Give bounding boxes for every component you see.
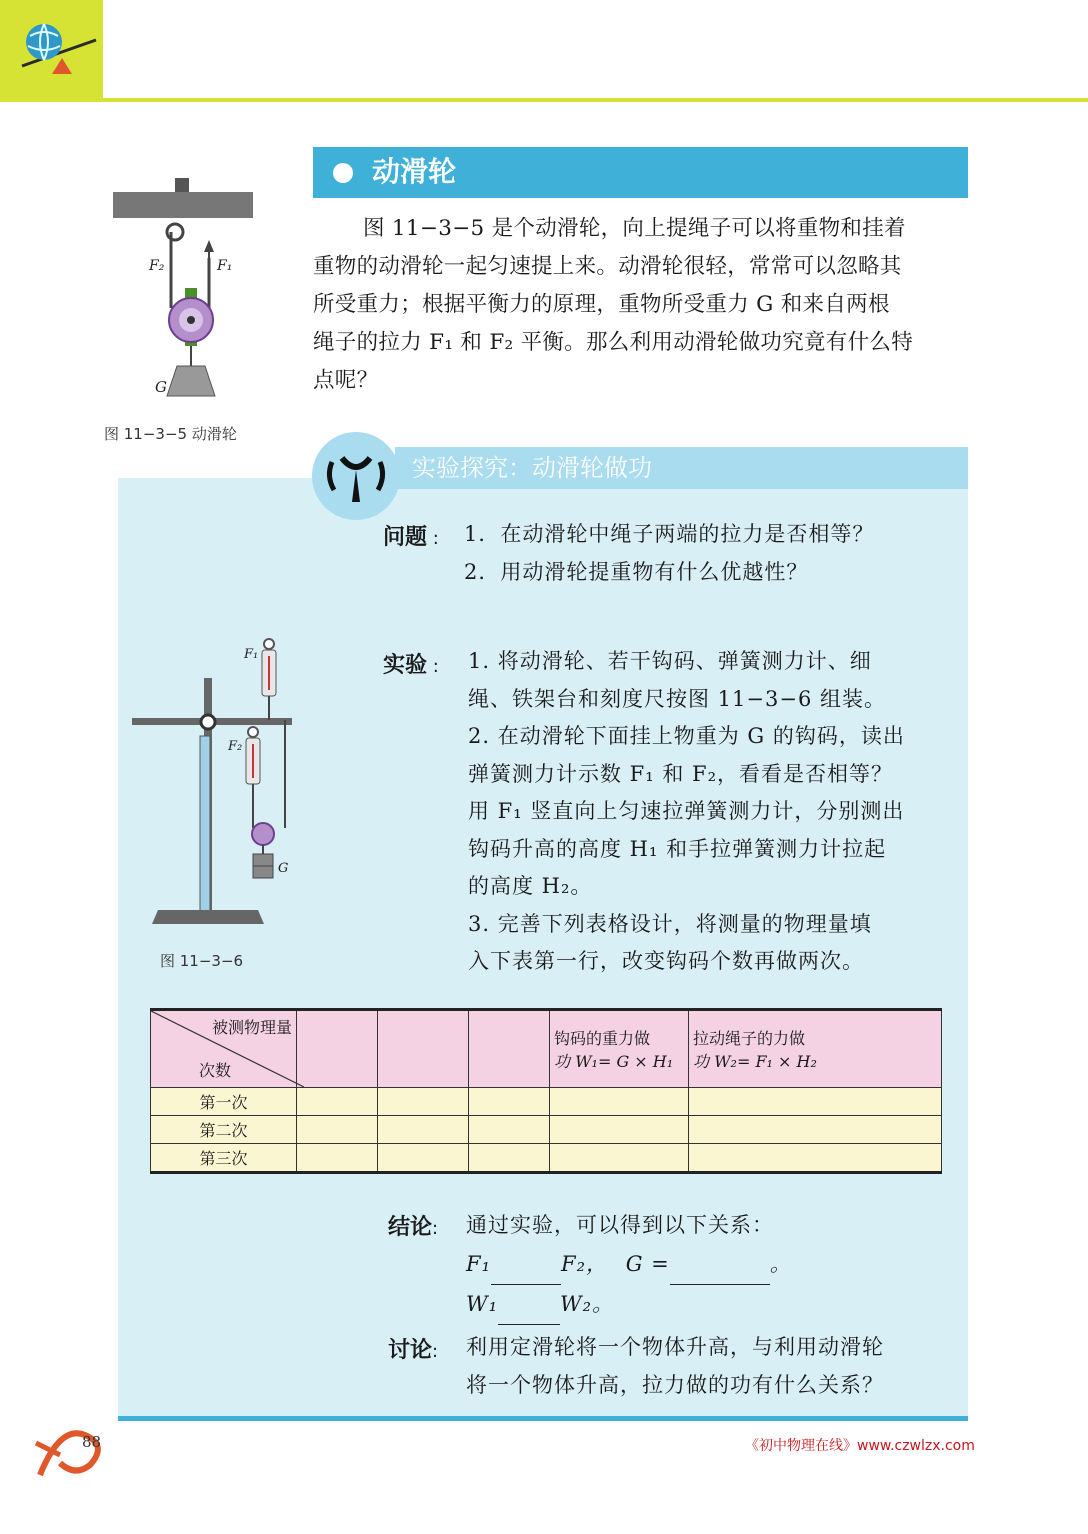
conclusion-label: 结论: (388, 1215, 439, 1240)
table-header-cell (297, 1010, 378, 1088)
intro-line: 所受重力；根据平衡力的原理，重物所受重力 G 和来自两根 (313, 292, 890, 317)
table-row (151, 1144, 942, 1173)
question-label-text: 问题 (383, 525, 428, 550)
relation-w2: W₂。 (560, 1292, 615, 1316)
experiment-title: 实验探究：动滑轮做功 (412, 454, 652, 482)
discussion-line-1: 利用定滑轮将一个物体升高，与利用动滑轮 (466, 1335, 884, 1359)
table-cell (297, 1116, 378, 1144)
table-cell (378, 1088, 469, 1116)
corner-bottom-label: 次数 (199, 1061, 232, 1080)
figure2-caption: 图 11−3−6 (160, 952, 244, 970)
table-cell (550, 1116, 689, 1144)
step-line: 的高度 H₂。 (468, 874, 593, 898)
movable-pulley-figure (105, 170, 275, 410)
header-w1-line1: 钩码的重力做 (554, 1029, 651, 1048)
corner-banner (0, 0, 103, 102)
step-line: 钩码升高的高度 H₁ 和手拉弹簧测力计拉起 (468, 836, 887, 861)
step-line: 3. 完善下列表格设计，将测量的物理量填 (468, 911, 872, 936)
relation-end: 。 (769, 1252, 792, 1276)
bullet-dot (333, 163, 353, 183)
table-row (151, 1116, 942, 1144)
table-cell (469, 1144, 550, 1173)
table-header-cell (469, 1010, 550, 1088)
table-row (151, 1088, 942, 1116)
step-line: 入下表第一行，改变钩码个数再做两次。 (468, 949, 864, 973)
table-cell (297, 1144, 378, 1173)
blank-g[interactable] (670, 1246, 770, 1285)
flask-emblem-icon (312, 432, 400, 520)
blank-w1-w2[interactable] (498, 1286, 560, 1325)
discussion-label-text: 讨论 (388, 1338, 433, 1363)
conclusion-relation-1 (466, 1246, 792, 1285)
header-w2-line2: 功 W₂= F₁ × H₂ (693, 1052, 817, 1071)
step-line: 1. 将动滑轮、若干钩码、弹簧测力计、细 (468, 649, 872, 673)
step-line: 2. 在动滑轮下面挂上物重为 G 的钩码，读出 (468, 724, 905, 748)
table-cell (689, 1116, 942, 1144)
header-rule (103, 98, 1088, 102)
figure1-label-f2: F₂ (149, 258, 165, 274)
figure1-label-f1: F₁ (217, 258, 233, 274)
intro-paragraph (313, 210, 978, 400)
relation-g-eq: G = (625, 1252, 670, 1276)
discussion-line-2: 将一个物体升高，拉力做的功有什么关系？ (466, 1373, 884, 1397)
question-1: 1．在动滑轮中绳子两端的拉力是否相等？ (464, 522, 875, 546)
table-cell (378, 1116, 469, 1144)
header-w1-line2: 功 W₁= G × H₁ (554, 1052, 674, 1071)
section-title: 动滑轮 (372, 155, 457, 188)
seesaw-globe-icon (0, 0, 103, 102)
discussion-label: 讨论: (388, 1338, 439, 1363)
intro-line: 点呢？ (313, 368, 379, 393)
step-line: 弹簧测力计示数 F₁ 和 F₂，看看是否相等？ (468, 761, 894, 786)
intro-line: 重物的动滑轮一起匀速提上来。动滑轮很轻，常常可以忽略其 (313, 254, 902, 279)
conclusion-label-text: 结论 (388, 1215, 433, 1240)
question-2: 2．用动滑轮提重物有什么优越性？ (464, 560, 809, 584)
row-label: 第一次 (151, 1088, 297, 1116)
measurement-table (150, 1008, 942, 1174)
figure2-label-g: G (278, 861, 289, 876)
page-number: 88 (82, 1433, 102, 1451)
figure1-caption: 图 11−3−5 动滑轮 (104, 425, 237, 443)
relation-f1: F₁ (466, 1252, 491, 1276)
table-cell (689, 1088, 942, 1116)
table-cell (378, 1144, 469, 1173)
header-w2-line1: 拉动绳子的力做 (693, 1029, 806, 1048)
table-header-w1 (550, 1010, 689, 1088)
apparatus-figure (128, 638, 308, 933)
table-cell (689, 1144, 942, 1173)
table-header-cell (378, 1010, 469, 1088)
experiment-steps (468, 643, 948, 981)
table-header-w2 (689, 1010, 942, 1088)
table-cell (469, 1116, 550, 1144)
table-corner-cell (151, 1010, 297, 1088)
intro-line: 绳子的拉力 F₁ 和 F₂ 平衡。那么利用动滑轮做功究竟有什么特 (313, 330, 914, 355)
relation-f2: F₂， (561, 1252, 608, 1276)
figure2-label-f1: F₁ (244, 647, 259, 662)
blank-f1-f2[interactable] (491, 1246, 561, 1285)
figure2-label-f2: F₂ (228, 739, 243, 754)
panel-bottom-rule (118, 1416, 968, 1421)
intro-line: 图 11−3−5 是个动滑轮，向上提绳子可以将重物和挂着 (363, 216, 906, 241)
table-cell (297, 1088, 378, 1116)
table-cell (550, 1088, 689, 1116)
experiment-icon (312, 432, 400, 520)
site-watermark[interactable]: 《初中物理在线》www.czwlzx.com (745, 1438, 975, 1454)
row-label: 第二次 (151, 1116, 297, 1144)
relation-w1: W₁ (466, 1292, 499, 1316)
conclusion-relation-2 (466, 1286, 614, 1325)
experiment-label: 实验 : (383, 653, 439, 678)
conclusion-text: 通过实验，可以得到以下关系： (466, 1213, 774, 1237)
table-cell (469, 1088, 550, 1116)
question-label: 问题 : (383, 525, 439, 550)
step-line: 绳、铁架台和刻度尺按图 11−3−6 组装。 (468, 686, 886, 711)
table-header-row (151, 1010, 942, 1088)
step-line: 用 F₁ 竖直向上匀速拉弹簧测力计，分别测出 (468, 799, 905, 823)
row-label: 第三次 (151, 1144, 297, 1173)
table-cell (550, 1144, 689, 1173)
experiment-label-text: 实验 (383, 653, 428, 678)
figure1-label-g: G (155, 378, 167, 396)
corner-top-label: 被测物理量 (211, 1018, 292, 1037)
